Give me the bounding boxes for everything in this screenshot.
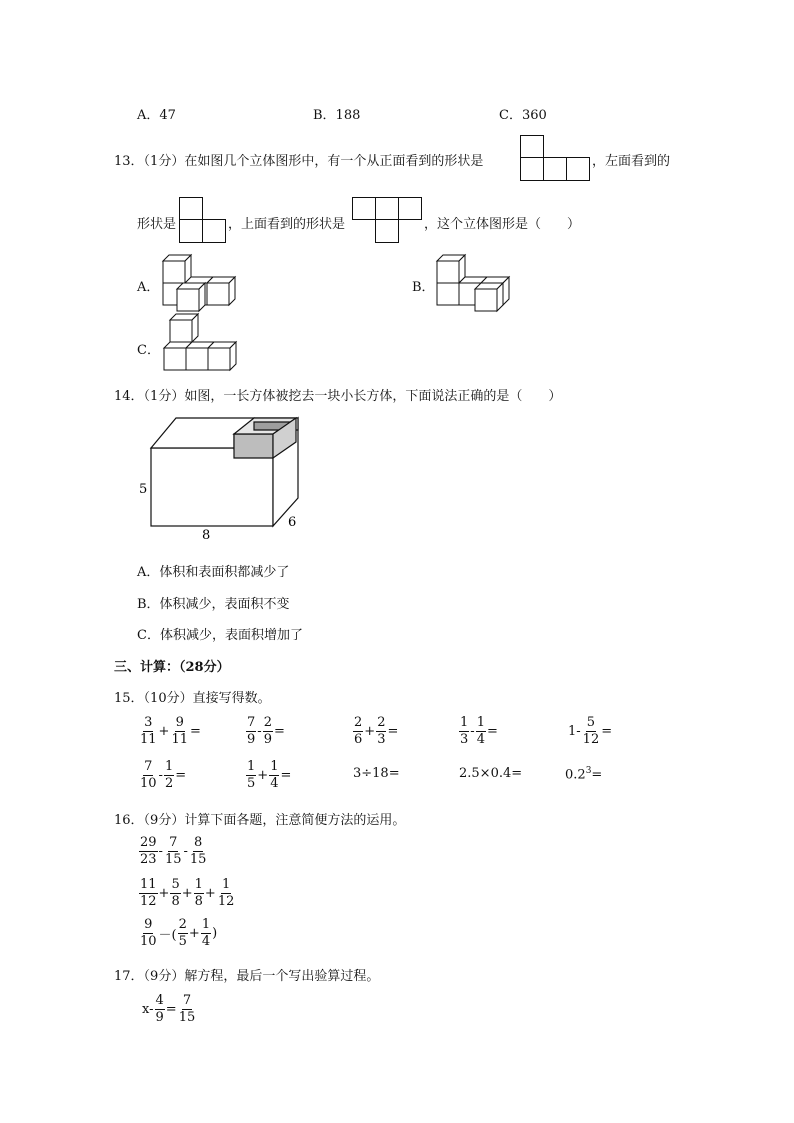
q13-intro: 13．（1分）在如图几个立体图形中，有一个从正面看到的形状是	[114, 154, 484, 169]
q15-item-1	[139, 716, 202, 746]
operator: -	[257, 723, 262, 739]
denominator: 12	[140, 893, 157, 909]
q13-line2-b: ，上面看到的形状是	[228, 217, 346, 232]
q15-item-4	[459, 716, 499, 746]
q16-expression-2	[139, 878, 235, 908]
numerator: 11	[140, 877, 157, 892]
numerator: 29	[140, 835, 157, 850]
q12-option-c: C．360	[499, 108, 547, 123]
operator: +	[204, 885, 216, 901]
dim-depth-label: 6	[288, 515, 297, 530]
q16-question: 16．（9分）计算下面各题，注意简便方法的运用。	[114, 813, 406, 828]
q15-item-9: 2.5×0.4=	[459, 766, 523, 781]
q14-question: 14．（1分）如图，一长方体被挖去一块小长方体，下面说法正确的是（ ）	[114, 389, 562, 404]
q13-line2-c: ，这个立体图形是（ ）	[424, 217, 581, 232]
operator: +	[188, 925, 200, 941]
numerator: 7	[247, 715, 256, 730]
equals: =	[591, 767, 603, 783]
denominator: 5	[247, 775, 256, 791]
q13-line2-a: 形状是	[137, 217, 177, 232]
top-view-figure	[352, 197, 422, 243]
q13-option-c-label: C．	[137, 343, 160, 358]
denominator: 3	[460, 731, 469, 747]
q13-option-a-label: A．	[137, 280, 160, 295]
equals: =	[486, 723, 498, 739]
q17-equation-1	[141, 994, 196, 1024]
numerator: 1	[270, 759, 279, 774]
q13-option-b-label: B．	[412, 280, 435, 295]
q15-item-7	[246, 760, 292, 790]
operator: +	[181, 885, 193, 901]
denominator: 9	[247, 731, 256, 747]
numerator: 2	[263, 715, 272, 730]
denominator: 12	[217, 893, 235, 909]
denominator: 11	[140, 731, 157, 747]
operator: -	[158, 843, 163, 859]
q15-item-5	[567, 716, 613, 746]
numerator: 9	[144, 917, 153, 932]
numerator: 1	[164, 759, 174, 774]
q15-item-6	[139, 760, 187, 790]
cuboid-figure	[136, 412, 316, 542]
numerator: 5	[171, 877, 180, 892]
operator: +	[158, 885, 170, 901]
numerator: 7	[169, 835, 178, 850]
denominator: 12	[582, 731, 600, 747]
numerator: 4	[155, 993, 164, 1008]
dim-length-label: 8	[202, 528, 211, 543]
numerator: 2	[178, 917, 187, 932]
denominator: 2	[164, 775, 174, 791]
denominator: 15	[189, 851, 207, 867]
equals: =	[190, 723, 201, 739]
numerator: 3	[144, 715, 153, 730]
q12-option-b: B．188	[313, 108, 361, 123]
numerator: 5	[586, 715, 596, 730]
left-view-figure	[179, 197, 226, 243]
q16-expression-3	[139, 918, 218, 948]
equals: =	[175, 767, 187, 783]
variable-term: x-	[142, 1001, 154, 1017]
numerator: 1	[460, 715, 469, 730]
numerator: 2	[377, 715, 386, 730]
denominator: 4	[270, 775, 279, 791]
numerator: 1	[194, 877, 203, 892]
operator: +	[158, 723, 170, 739]
equals: =	[387, 723, 399, 739]
equals: =	[273, 723, 285, 739]
q15-item-3	[353, 716, 399, 746]
operator: -	[183, 843, 188, 859]
denominator: 8	[194, 893, 203, 909]
q12-option-a: A．47	[137, 108, 176, 123]
base: 0.2	[565, 767, 586, 783]
q15-item-10	[565, 766, 602, 782]
q14-option-b: B．体积减少，表面积不变	[137, 597, 290, 612]
section-three-title: 三、计算：（28分）	[114, 660, 230, 675]
exponent: 3	[585, 766, 592, 776]
equals: =	[165, 1001, 177, 1017]
denominator: 8	[171, 893, 180, 909]
numerator: 1	[221, 877, 231, 892]
numerator: 2	[354, 715, 363, 730]
q17-question: 17．（9分）解方程，最后一个写出验算过程。	[114, 969, 380, 984]
q14-option-a: A．体积和表面积都减少了	[137, 565, 290, 580]
denominator: 9	[155, 1009, 164, 1025]
q15-item-8: 3÷18=	[353, 766, 400, 781]
numerator: 1	[476, 715, 485, 730]
operator: +	[257, 767, 269, 783]
equals: =	[601, 723, 613, 739]
numerator: 1	[247, 759, 256, 774]
operator: +	[364, 723, 376, 739]
denominator: 11	[171, 731, 188, 747]
q15-item-2	[246, 716, 286, 746]
numerator: 8	[194, 835, 203, 850]
numerator: 1	[201, 917, 211, 932]
q15-question: 15．（10分）直接写得数。	[114, 691, 271, 706]
denominator: 5	[178, 933, 187, 949]
operator: -	[470, 723, 475, 739]
denominator: 23	[140, 851, 157, 867]
denominator: 15	[164, 851, 182, 867]
operator: -	[158, 767, 163, 783]
denominator: 10	[140, 775, 157, 791]
cube-figure-b	[435, 253, 515, 313]
denominator: 10	[140, 933, 157, 949]
lead-term: 1-	[568, 723, 581, 739]
q13-after-front: ，左面看到的	[592, 154, 671, 169]
close-paren: )	[212, 925, 218, 941]
cube-figure-a	[160, 253, 240, 313]
denominator: 4	[476, 731, 485, 747]
numerator: 7	[182, 993, 192, 1008]
q16-expression-1	[139, 836, 207, 866]
cube-figure-c	[160, 314, 250, 374]
denominator: 9	[263, 731, 272, 747]
denominator: 4	[201, 933, 211, 949]
operator: －(	[158, 927, 177, 943]
denominator: 3	[377, 731, 386, 747]
front-view-figure	[520, 135, 590, 181]
equals: =	[280, 767, 292, 783]
q14-option-c: C．体积减少，表面积增加了	[137, 628, 303, 643]
numerator: 9	[175, 715, 184, 730]
numerator: 7	[144, 759, 153, 774]
denominator: 15	[178, 1009, 196, 1025]
denominator: 6	[354, 731, 363, 747]
dim-height-label: 5	[139, 482, 148, 497]
